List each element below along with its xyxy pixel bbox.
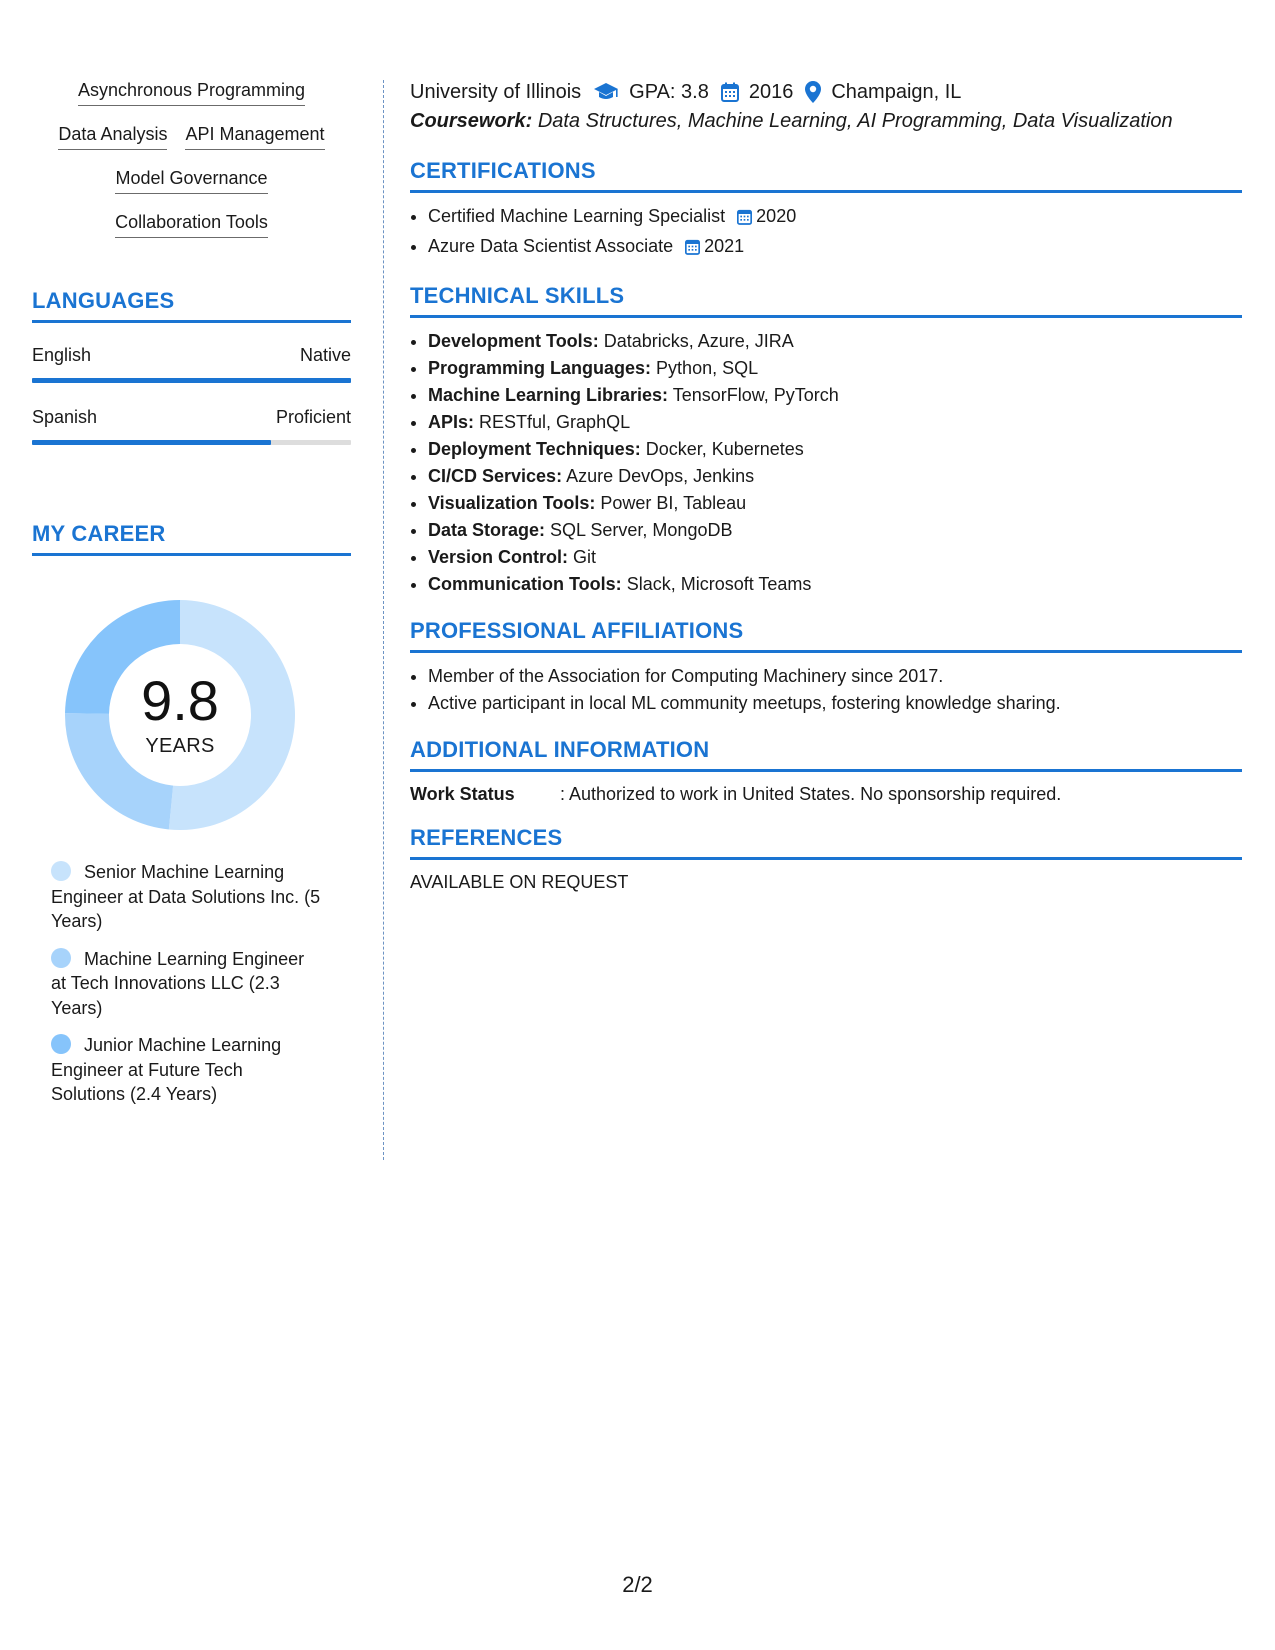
skill-label: Programming Languages: <box>428 358 652 378</box>
skill-item <box>428 517 1242 544</box>
certification-name: Certified Machine Learning Specialist <box>428 206 726 226</box>
language-bar <box>32 440 351 445</box>
certification-year: 2021 <box>704 236 745 256</box>
skill-label: Version Control: <box>428 547 569 567</box>
gpa: GPA: 3.8 <box>629 81 709 103</box>
skill-item <box>428 463 1242 490</box>
right-column <box>410 78 1242 893</box>
language-bar <box>32 378 351 383</box>
school-location: Champaign, IL <box>831 81 962 103</box>
skill-label: Development Tools: <box>428 331 599 351</box>
career-item-text: Senior Machine Learning Engineer at Data Solutions Inc. (5 Years) <box>51 862 321 931</box>
education-block <box>410 78 1242 136</box>
skill-item <box>428 409 1242 436</box>
skill-tag: Collaboration Tools <box>115 210 268 238</box>
affiliation-item: • Member of the Association for Computing Machinery since 2017. <box>428 663 1242 690</box>
skill-value: Python, SQL <box>656 358 759 378</box>
skill-tags <box>32 78 351 238</box>
skill-label: Visualization Tools: <box>428 493 596 513</box>
left-column <box>32 78 351 1120</box>
skill-label: Deployment Techniques: <box>428 439 641 459</box>
location-pin-icon <box>805 81 821 103</box>
language-bar-fill <box>32 378 351 383</box>
skill-label: CI/CD Services: <box>428 466 563 486</box>
skill-tag: Asynchronous Programming <box>78 78 305 106</box>
skill-value: Docker, Kubernetes <box>645 439 804 459</box>
career-item <box>51 1033 321 1107</box>
technical-skills-section <box>410 283 1242 598</box>
legend-dot <box>51 861 71 881</box>
skill-tag: Model Governance <box>115 166 267 194</box>
skill-item <box>428 544 1242 571</box>
career-total: 9.8 <box>141 668 219 732</box>
school-name: University of Illinois <box>410 81 582 103</box>
affiliations-title: PROFESSIONAL AFFILIATIONS <box>410 618 1242 653</box>
career-legend <box>51 860 321 1107</box>
calendar-icon <box>685 236 700 263</box>
graduation-year: 2016 <box>748 81 794 103</box>
skill-value: Slack, Microsoft Teams <box>626 574 812 594</box>
references-section <box>410 825 1242 893</box>
certifications-title: CERTIFICATIONS <box>410 158 1242 193</box>
graduation-cap-icon <box>593 82 619 102</box>
language-bar-fill <box>32 440 271 445</box>
language-item <box>32 407 351 445</box>
language-item <box>32 345 351 383</box>
skill-value: Databricks, Azure, JIRA <box>603 331 794 351</box>
legend-dot <box>51 948 71 968</box>
certification-item <box>428 233 1242 263</box>
skill-item <box>428 355 1242 382</box>
certification-year: 2020 <box>756 206 797 226</box>
technical-skills-title: TECHNICAL SKILLS <box>410 283 1242 318</box>
skill-label: Machine Learning Libraries: <box>428 385 669 405</box>
career-item-text: Machine Learning Engineer at Tech Innovations LLC (2.3 Years) <box>51 948 305 1018</box>
calendar-icon <box>721 82 739 102</box>
references-title: REFERENCES <box>410 825 1242 860</box>
affiliations-section <box>410 618 1242 717</box>
skill-label: APIs: <box>428 412 475 432</box>
career-section <box>32 521 351 1107</box>
skill-value: TensorFlow, PyTorch <box>672 385 839 405</box>
skill-item <box>428 571 1242 598</box>
legend-dot <box>51 1034 71 1054</box>
column-divider <box>383 80 384 1160</box>
languages-section <box>32 288 351 445</box>
skill-tag: API Management <box>185 122 324 150</box>
skill-item <box>428 382 1242 409</box>
skill-value: Azure DevOps, Jenkins <box>566 466 755 486</box>
references-text: AVAILABLE ON REQUEST <box>410 872 629 892</box>
language-name: Spanish <box>32 407 98 427</box>
skill-value: RESTful, GraphQL <box>479 412 631 432</box>
skill-item <box>428 328 1242 355</box>
coursework <box>410 106 1242 136</box>
language-name: English <box>32 345 92 365</box>
skill-value: SQL Server, MongoDB <box>550 520 733 540</box>
skill-item <box>428 436 1242 463</box>
skill-tag: Data Analysis <box>58 122 167 150</box>
certification-item <box>428 203 1242 233</box>
calendar-icon <box>737 206 752 233</box>
career-unit: YEARS <box>145 734 215 757</box>
page-indicator: 2/2 <box>622 1572 653 1597</box>
languages-title: LANGUAGES <box>32 288 351 323</box>
additional-info-title: ADDITIONAL INFORMATION <box>410 737 1242 772</box>
coursework-label: Coursework: <box>410 110 533 132</box>
career-donut <box>65 600 295 830</box>
skill-value: Git <box>573 547 597 567</box>
work-status-value: : Authorized to work in United States. No sponsorship required. <box>560 784 1062 804</box>
coursework-list: Data Structures, Machine Learning, AI Programming, Data Visualization <box>537 110 1173 132</box>
additional-info-section <box>410 737 1242 805</box>
skill-item <box>428 490 1242 517</box>
affiliation-item: • Active participant in local ML community meetups, fostering knowledge sharing. <box>428 690 1242 717</box>
work-status-label: Work Status <box>410 784 515 804</box>
skill-value: Power BI, Tableau <box>600 493 747 513</box>
certification-name: Azure Data Scientist Associate <box>428 236 674 256</box>
certifications-section <box>410 158 1242 263</box>
language-level: Native <box>299 345 351 365</box>
skill-label: Communication Tools: <box>428 574 622 594</box>
career-item <box>51 947 321 1021</box>
language-level: Proficient <box>275 407 351 427</box>
career-title: MY CAREER <box>32 521 351 556</box>
skill-label: Data Storage: <box>428 520 546 540</box>
career-item-text: Junior Machine Learning Engineer at Future Tech Solutions (2.4 Years) <box>51 1035 282 1104</box>
career-item <box>51 860 321 934</box>
